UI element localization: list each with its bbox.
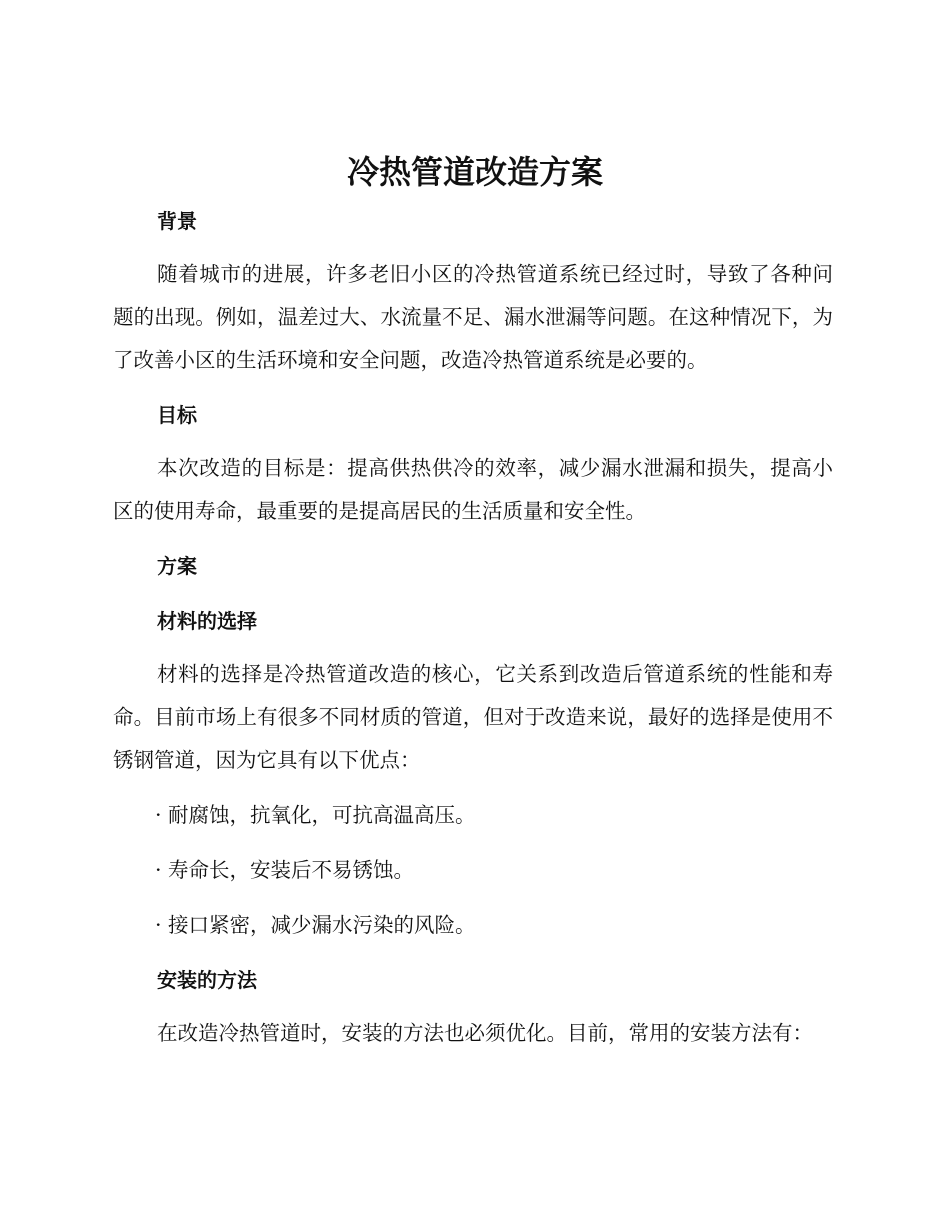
paragraph-background: 随着城市的进展，许多老旧小区的冷热管道系统已经过时，导致了各种问题的出现。例如，温差过大、水流量不足、漏水泄漏等问题。在这种情况下，为了改善小区的生活环境和安全问题，改造冷热管道系统是必要的。 (113, 262, 833, 372)
heading-installation: 安装的方法 (157, 968, 257, 992)
list-item: · 接口紧密，减少漏水污染的风险。 (155, 913, 476, 937)
heading-materials: 材料的选择 (157, 609, 257, 633)
paragraph-materials: 材料的选择是冷热管道改造的核心，它关系到改造后管道系统的性能和寿命。目前市场上有很多不同材质的管道，但对于改造来说，最好的选择是使用不锈钢管道，因为它具有以下优点： (113, 662, 833, 772)
heading-background: 背景 (157, 209, 197, 233)
heading-goal: 目标 (157, 403, 197, 427)
document-title: 冷热管道改造方案 (346, 153, 603, 191)
paragraph-goal: 本次改造的目标是：提高供热供冷的效率，减少漏水泄漏和损失，提高小区的使用寿命，最重要的是提高居民的生活质量和安全性。 (113, 456, 833, 523)
list-item: · 寿命长，安装后不易锈蚀。 (155, 858, 415, 882)
paragraph-installation: 在改造冷热管道时，安装的方法也必须优化。目前，常用的安装方法有： (157, 1021, 813, 1045)
heading-plan: 方案 (157, 554, 197, 578)
list-item: · 耐腐蚀，抗氧化，可抗高温高压。 (155, 803, 476, 827)
